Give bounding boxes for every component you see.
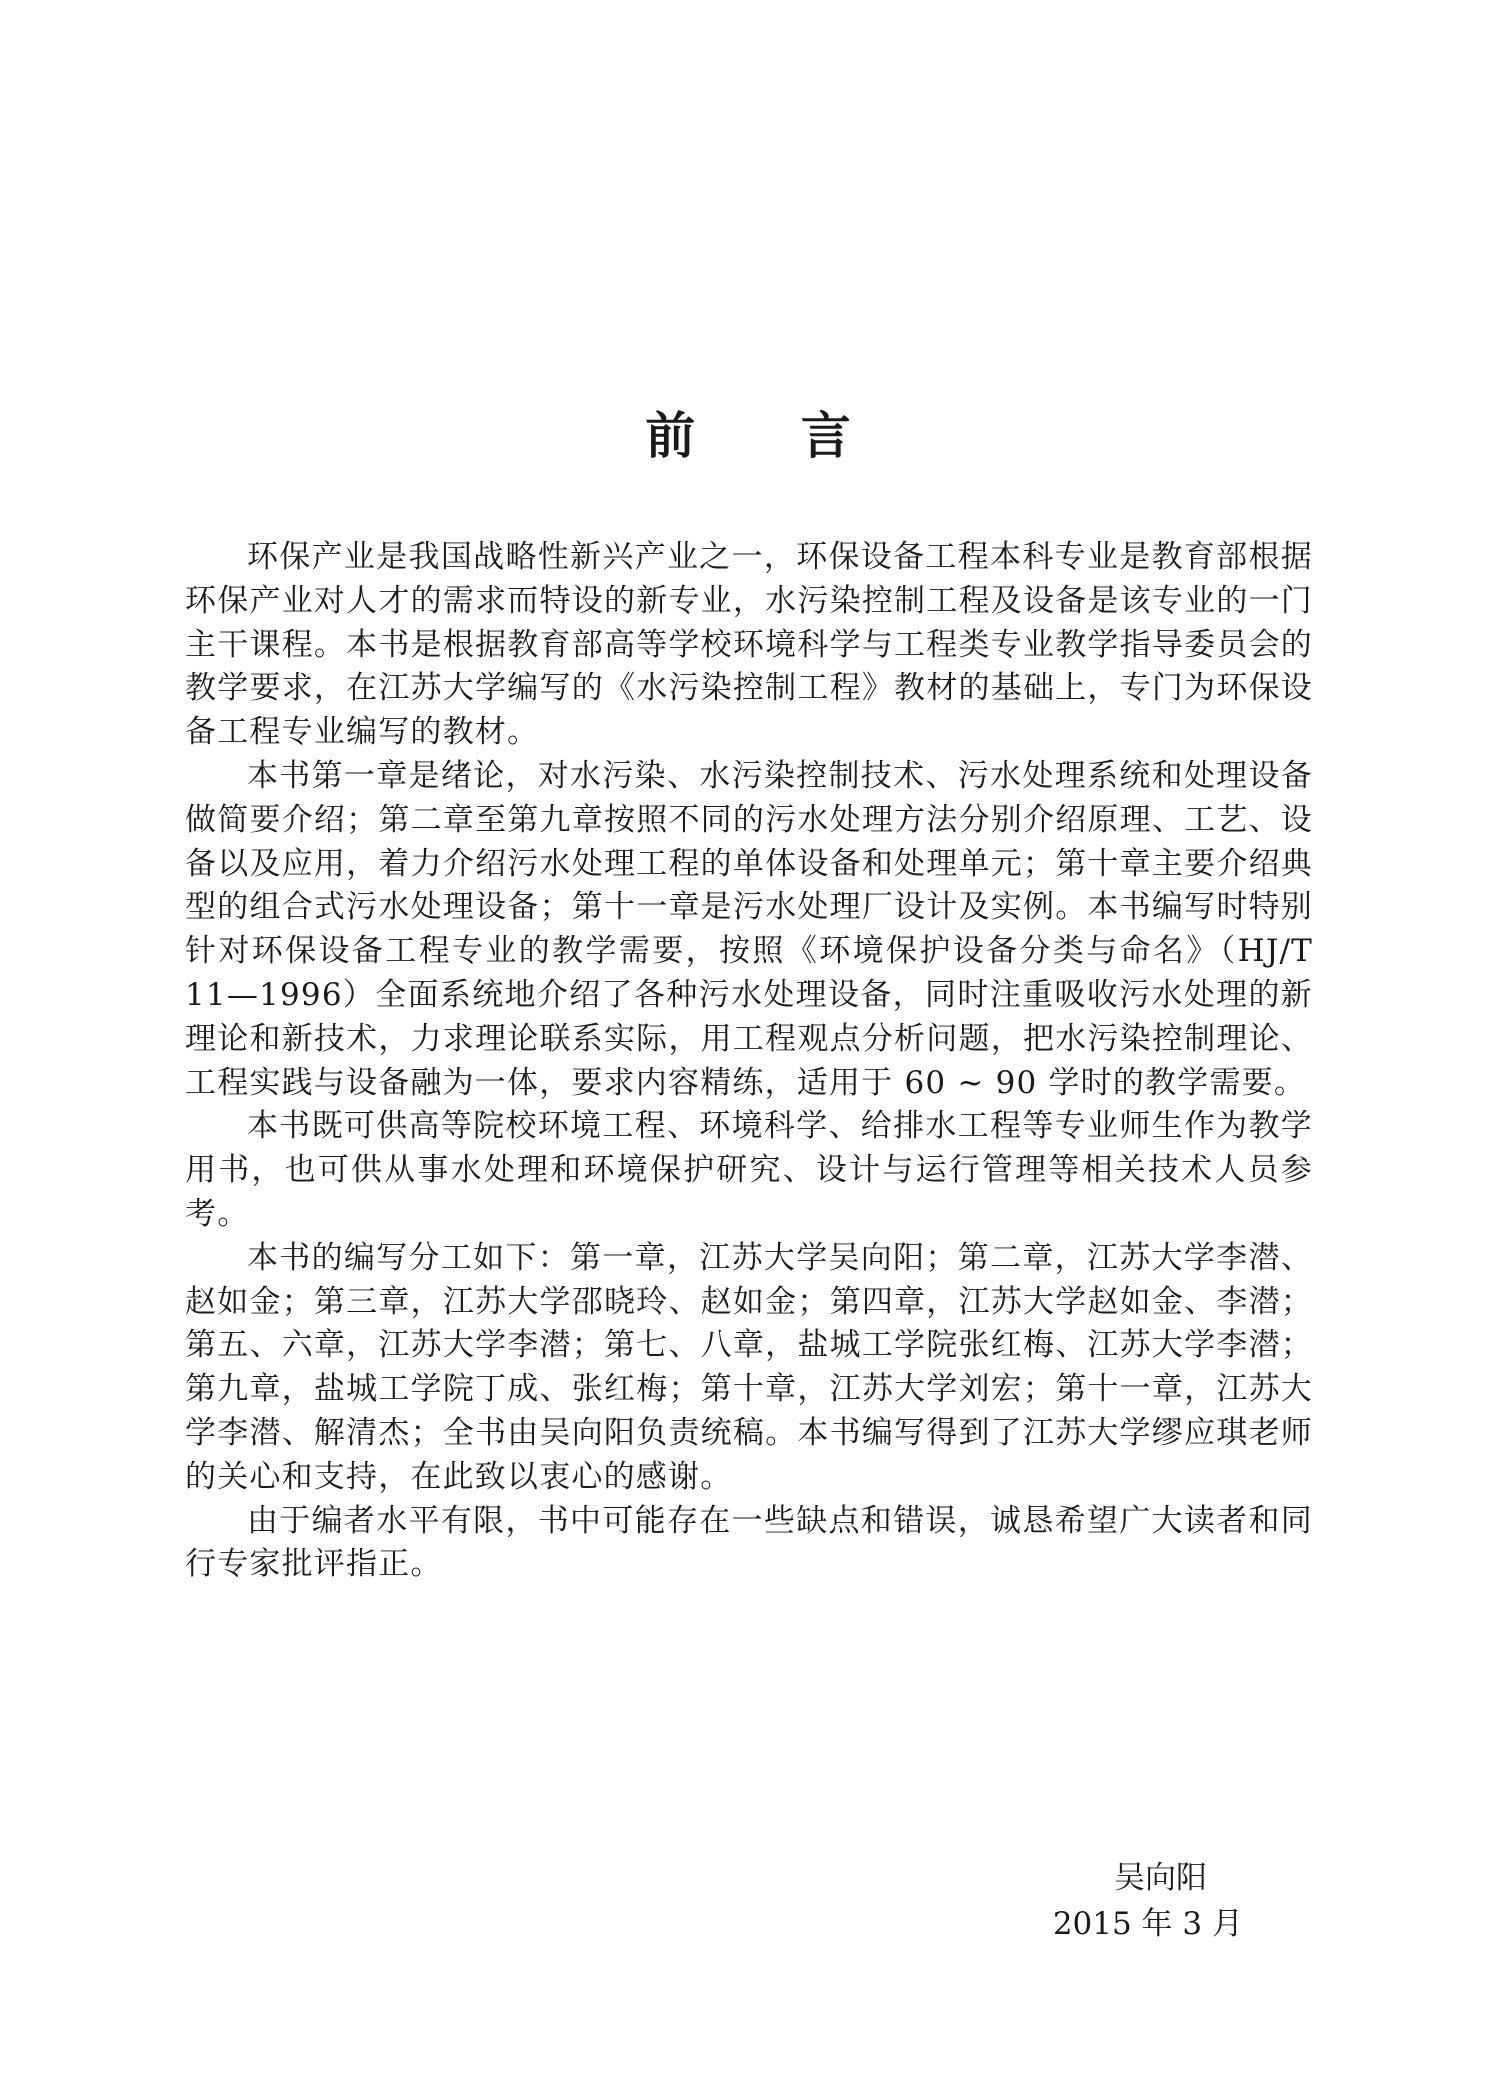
preface-body (185, 536, 1313, 1587)
paragraph: 环保产业是我国战略性新兴产业之一，环保设备工程本科专业是教育部根据环保产业对人才的需求而特设的新专业，水污染控制工程及设备是该专业的一门主干课程。本书是根据教育部高等学校环境科学与工程类专业教学指导委员会的教学要求，在江苏大学编写的《水污染控制工程》教材的基础上，专门为环保设备工程专业编写的教材。 (185, 539, 1313, 751)
signature-date: 2015 年 3 月 (1052, 1906, 1243, 1942)
paragraph: 由于编者水平有限，书中可能存在一些缺点和错误，诚恳希望广大读者和同行专家批评指正。 (185, 1502, 1313, 1583)
paragraph: 本书第一章是绪论，对水污染、水污染控制技术、污水处理系统和处理设备做简要介绍；第二章至第九章按照不同的污水处理方法分别介绍原理、工艺、设备以及应用，着力介绍污水处理工程的单体设备和处理单元；第十章主要介绍典型的组合式污水处理设备；第十一章是污水处理厂设计及实例。本书编写时特别针对环保设备工程专业的教学需要，按照《环境保护设备分类与命名》（HJ/T 11—1996）全面系统地介绍了各种污水处理设备，同时注重吸收污水处理的新理论和新技术，力求理论联系实际，用工程观点分析问题，把水污染控制理论、工程实践与设备融为一体，要求内容精练，适用于 60 ~ 90 学时的教学需要。 (185, 757, 1313, 1101)
paragraph: 本书的编写分工如下：第一章，江苏大学吴向阳；第二章，江苏大学李潜、赵如金；第三章，江苏大学邵晓玲、赵如金；第四章，江苏大学赵如金、李潜；第五、六章，江苏大学李潜；第七、八章，盐城工学院张红梅、江苏大学李潜；第九章，盐城工学院丁成、张红梅；第十章，江苏大学刘宏；第十一章，江苏大学李潜、解清杰；全书由吴向阳负责统稿。本书编写得到了江苏大学缪应琪老师的关心和支持，在此致以衷心的感谢。 (185, 1239, 1313, 1495)
paragraph: 本书既可供高等院校环境工程、环境科学、给排水工程等专业师生作为教学用书，也可供从事水处理和环境保护研究、设计与运行管理等相关技术人员参考。 (185, 1108, 1313, 1232)
page-title: 前 言 (645, 405, 895, 465)
signature-block (1053, 1855, 1243, 1947)
author-name: 吴向阳 (1114, 1860, 1207, 1896)
